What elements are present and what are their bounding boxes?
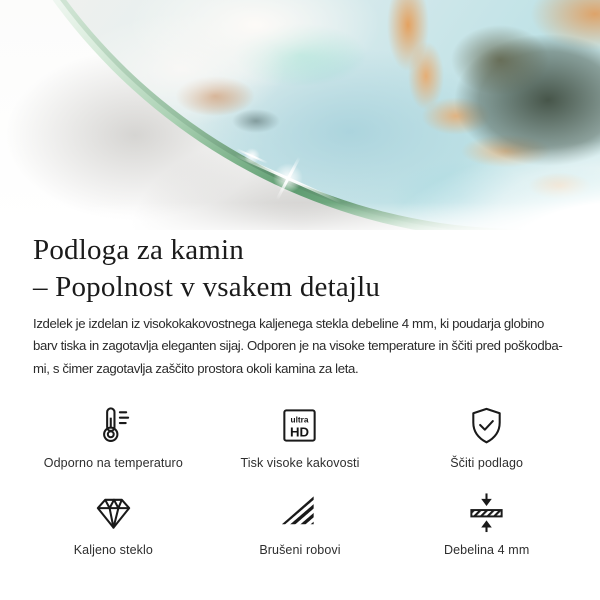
- description-line: mi, s čimer zagotavlja zaščito prostora okoli kamina za leta.: [33, 360, 359, 376]
- feature-label: Tisk visoke kakovosti: [240, 456, 360, 471]
- thermometer-icon: [92, 404, 135, 447]
- ultra-hd-icon-text-top: ultra: [290, 414, 309, 425]
- ultra-hd-icon: [278, 404, 321, 447]
- feature-print-quality: [207, 404, 394, 470]
- product-description: [33, 313, 567, 380]
- feature-label: Odporno na temperaturo: [43, 456, 183, 471]
- diamond-icon: [92, 491, 135, 534]
- feature-label: Kaljeno steklo: [73, 543, 153, 558]
- feature-protection: [393, 404, 580, 470]
- title-line-1: Podloga za kamin: [33, 234, 244, 266]
- description-line: barv tiska in zagotavlja eleganten sijaj. Odporen je na visoke temperature in ščiti pred poškodba-: [33, 338, 563, 354]
- shield-check-icon: [465, 404, 508, 447]
- feature-label: Brušeni robovi: [259, 543, 341, 558]
- thickness-icon: [465, 491, 508, 534]
- brushed-edges-icon: [278, 491, 321, 534]
- feature-thickness: [393, 491, 580, 557]
- page-title: [33, 232, 567, 306]
- feature-tempered-glass: [20, 491, 207, 557]
- feature-label: Ščiti podlago: [450, 456, 524, 471]
- feature-temperature: [20, 404, 207, 470]
- feature-grid: [20, 404, 580, 557]
- feature-label: Debelina 4 mm: [443, 543, 530, 558]
- product-text-block: [0, 230, 600, 380]
- title-line-2: – Popolnost v vsakem detajlu: [33, 271, 381, 303]
- product-hero-image: [0, 0, 600, 230]
- description-line: Izdelek je izdelan iz visokokakovostnega kaljenega stekla debeline 4 mm, ki poudarja globino: [33, 316, 545, 331]
- feature-brushed-edges: [207, 491, 394, 557]
- ultra-hd-icon-text-bottom: HD: [290, 424, 310, 440]
